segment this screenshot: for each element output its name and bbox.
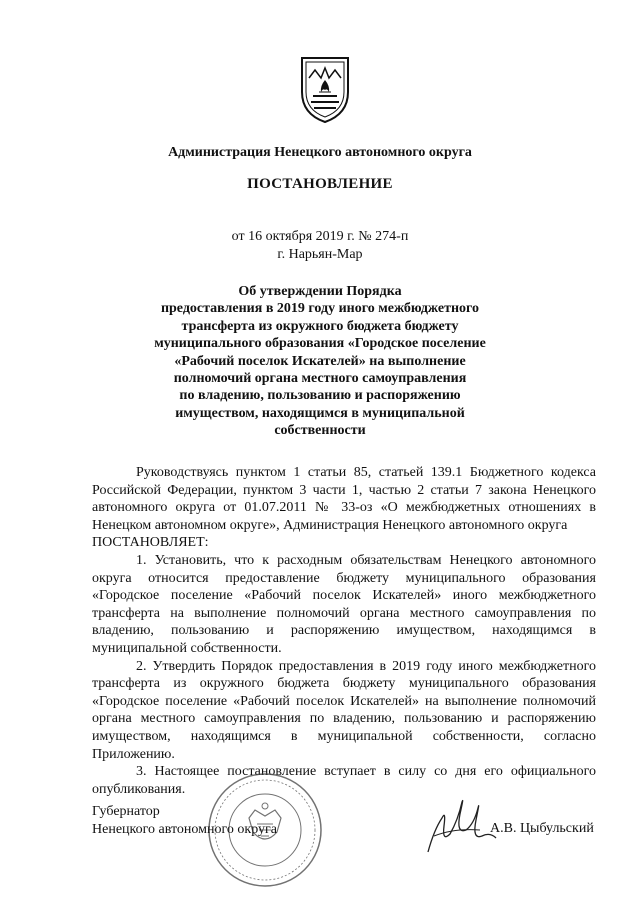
title-line: Об утверждении Порядка	[238, 284, 402, 299]
document-city: г. Нарьян-Мар	[277, 247, 363, 262]
signatory-position-line2: Ненецкого автономного округа	[92, 822, 277, 837]
signatory-position-line1: Губернатор	[92, 804, 160, 819]
signatory-name: А.В. Цыбульский	[490, 821, 594, 836]
document-title	[120, 283, 520, 440]
organization-name: Администрация Ненецкого автономного округа	[168, 145, 472, 160]
item-1-paragraph: 1. Установить, что к расходным обязательствам Ненецкого автономного округа относится предоставление бюджету муниципального образования «Городское поселение «Рабочий поселок Искателей» иного межбюджетного трансферта на выполнение полномочий органа местного самоуправления по владению, пользованию и распоряжению имуществом, находящимся в муниципальной собственности.	[92, 552, 596, 656]
document-body	[92, 464, 596, 798]
title-line: полномочий органа местного самоуправления	[173, 371, 467, 387]
preamble-paragraph: Руководствуясь пунктом 1 статьи 85, статьей 139.1 Бюджетного кодекса Российской Федерации, пунктом 3 части 1, частью 2 статьи 7 закона Ненецкого автономного округа от 01.07.2011 № 33-оз «О межбюджетных отношениях в Ненецком автономном округе», Администрация Ненецкого автономного округа	[92, 465, 596, 533]
title-line: муниципального образования «Городское поселение	[154, 336, 486, 352]
title-line: имуществом, находящимся в муниципальной	[175, 405, 465, 421]
title-line: трансферта из окружного бюджета бюджету	[181, 318, 459, 334]
item-2-paragraph: 2. Утвердить Порядок предоставления в 2019 году иного межбюджетного трансферта из окружного бюджета бюджету муниципального образования «Городское поселение «Рабочий поселок Искателей» на выполнение полномочий органа местного самоуправления по владению, пользованию и распоряжению имуществом, находящимся в муниципальной собственности, согласно Приложению.	[92, 658, 596, 762]
item-3-paragraph: 3. Настоящее постановление вступает в силу со дня его официального опубликования.	[92, 764, 596, 797]
signatory-position	[92, 803, 277, 839]
title-line: «Рабочий поселок Искателей» на выполнение	[174, 353, 466, 369]
coat-of-arms-icon	[299, 52, 351, 124]
document-date-number: от 16 октября 2019 г. № 274-п	[231, 229, 409, 244]
handwritten-signature-icon	[420, 790, 500, 860]
title-line: по владению, пользованию и распоряжению	[179, 388, 461, 404]
title-line: собственности	[274, 423, 366, 439]
title-line: предоставления в 2019 году иного межбюджетного	[160, 301, 480, 317]
resolves-heading: ПОСТАНОВЛЯЕТ:	[92, 535, 209, 551]
document-type: ПОСТАНОВЛЕНИЕ	[247, 176, 393, 192]
